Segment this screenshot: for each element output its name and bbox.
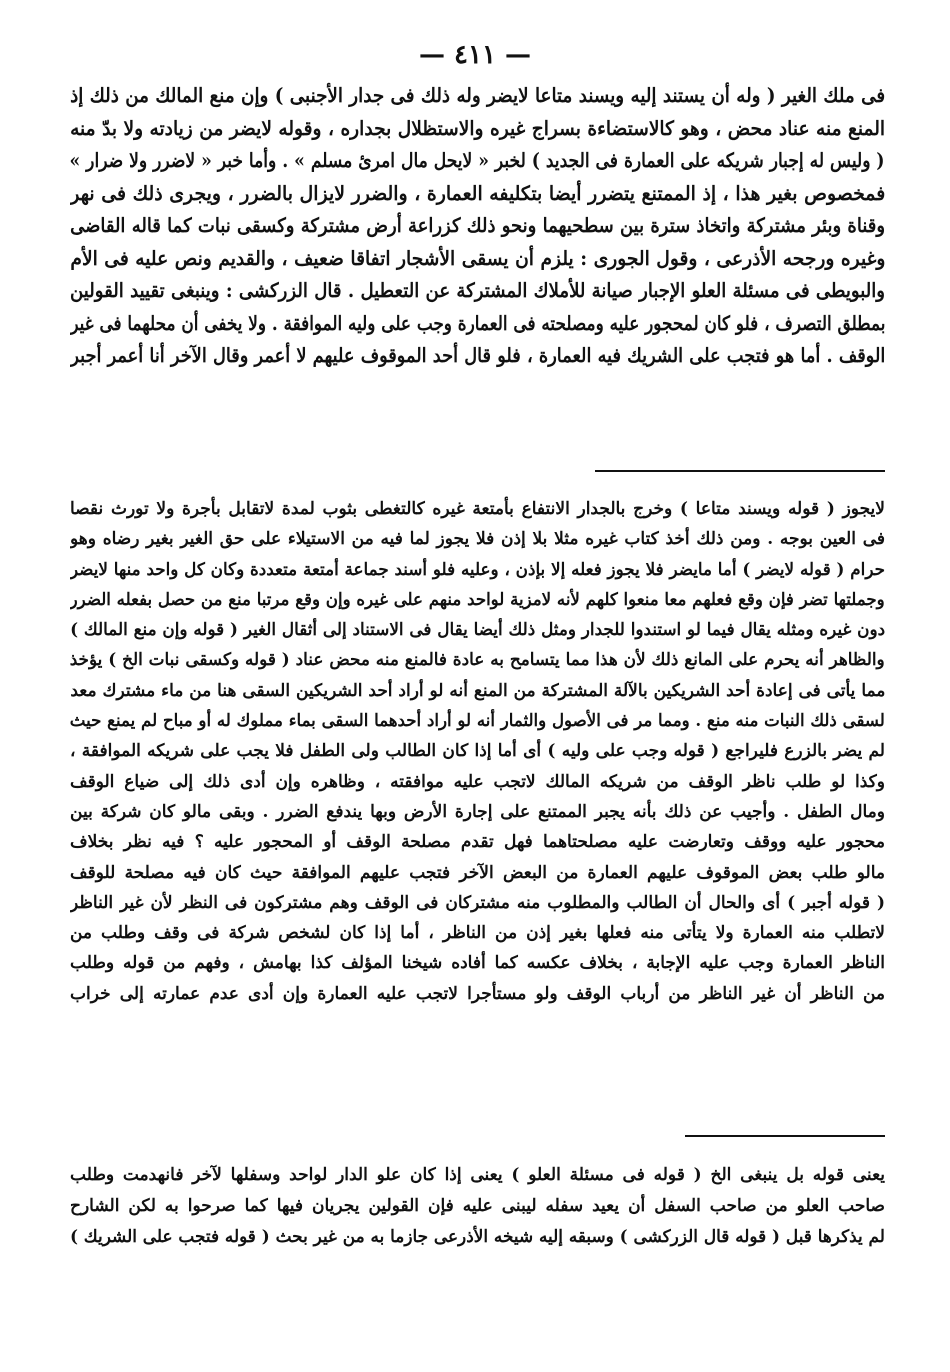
footnote-line: مالو طلب بعض الموقوف عليهم العمارة من البعض الآخر فتجب عليهم الموافقة حيث كان فيه مصلحة للوقف	[70, 862, 885, 883]
footnote-line: وكذا لو طلب ناظر الوقف من شريكه المالك لاتجب عليه موافقته ، وظاهره وإن أدى ذلك إلى ضياع الوقف	[70, 771, 885, 792]
footnote-line: الناظر العمارة وجب عليه الإجابة ، بخلاف عكسه كما أفاده شيخنا المؤلف كذا بهامش ، وفهم من قوله وطلب	[70, 953, 885, 974]
footnote-divider	[685, 1135, 885, 1137]
footnote-line: والظاهر أنه يحرم على المانع ذلك لأن هذا مما يتسامح به عادة فالمنع منه محض عناد ( قوله وكسقى نبات الخ ) يؤخذ	[70, 650, 885, 671]
main-text-line: والبويطى فى مسئلة العلو الإجبار صيانة للأملاك المشتركة عن التعطيل . قال الزركشى : وينبغى تقييد القولين	[70, 279, 885, 302]
page-number: — ٤١١ —	[418, 40, 532, 70]
main-text-line: الوقف . أما هو فتجب على الشريك فيه العمارة ، فلو قال أحد الموقوف عليهم لا أعمر وقال الآخر أنا أعمر أجبر	[70, 344, 885, 367]
main-text	[70, 80, 885, 373]
footnote-line: مما يأتى فى إعادة أحد الشريكين بالآلة المشتركة من المنع أنه لو أراد أحد الشريكين السقى هنا من ماء مشترك معد	[70, 680, 885, 701]
footnote-line: من الناظر أن غير الناظر من أرباب الوقف ولو مستأجرا لاتجب عليه العمارة وإن أدى عدم عمارته إلى خراب	[70, 983, 885, 1004]
footnote-line: ( قوله أجبر ) أى والحال أن الطالب والمطلوب منه مشتركان فى الوقف وهم مشتركون فى النظر لأن غير الناظر	[70, 892, 885, 913]
footnote-line: لاتطلب منه العمارة ولا يتأتى منه فعلها بغير إذن من الناظر ، أما إذا كان لشخص شركة فى وقف وطلب من	[70, 923, 885, 944]
footnote-line: لسقى ذلك النبات منه منع . ومما مر فى الأصول والثمار أنه لو أراد أحدهما السقى بماء مملوك له أو مباح لم يمنع حيث	[70, 711, 885, 732]
main-text-line: وغيره ورجحه الأذرعى ، وقول الجورى : يلزم أن يسقى الأشجار اتفاقا ضعيف ، والقديم ونص عليه فى الأم	[70, 246, 885, 270]
footnote-line: فى العين بوجه . ومن ذلك أخذ كتاب غيره مثلا بلا إذن فلا يجوز لما فيه من الاستيلاء على حق الغير بغير رضاه وهو	[70, 529, 885, 550]
main-text-line: فى ملك الغير ( وله أن يستند إليه ويسند متاعا لايضر وله ذلك فى جدار الأجنبى ) وإن منع المالك من ذلك إذ	[70, 84, 885, 107]
main-text-line: وقناة وبئر مشتركة واتخاذ سترة بين سطحيهما ونحو ذلك كزراعة أرض مشتركة وكسقى نبات كما قاله القاضى	[70, 214, 885, 237]
footnote-line: ومال الطفل . وأجيب عن ذلك بأنه يجبر الممتنع على إجارة الأرض وبها يندفع الضرر . وبقى مالو كان شركة بين	[70, 801, 885, 822]
commentary-footnotes	[70, 494, 885, 1009]
secondary-footnotes	[70, 1160, 885, 1253]
footnote-line: دون غيره ومثله يقال فيما لو استندوا للجدار ومثل ذلك أيضا يقال فى الاستناد إلى أثقال الغير ( قوله وإن منع المالك )	[70, 620, 885, 641]
main-text-line: بمطلق التصرف ، فلو كان لمحجور عليه ومصلحته فى العمارة وجب على وليه الموافقة . ولا يخفى أن محلهما فى غير	[70, 311, 885, 335]
footnote-line: وجملتها تضر فإن وقع فعلهم معا منعوا كلهم لأنه لامزية لواحد منهم على غيره وإن وقع مرتبا منع من حصل بفعله الضرر	[70, 589, 885, 610]
main-text-line: فمخصوص بغير هذا ، إذ الممتنع يتضرر أيضا بتكليفه العمارة ، والضرر لايزال بالضرر ، ويجرى ذلك فى نهر	[70, 181, 885, 205]
footnote-divider	[595, 470, 885, 472]
footnote-line: لم يضر بالزرع فليراجع ( قوله وجب على وليه ) أى أما إذا كان الطالب ولى الطفل فلا يجب على شريكه الموافقة ،	[70, 741, 885, 762]
footnote-line: لم يذكرها قبل ( قوله قال الزركشى ) وسبقه إليه شيخه الأذرعى جازما به من غير بحث ( قوله فتجب على الشريك )	[70, 1227, 885, 1247]
footnote-line: يعنى قوله بل ينبغى الخ ( قوله فى مسئلة العلو ) يعنى إذا كان علو الدار لواحد وسفلها لآخر فانهدمت وطلب	[70, 1165, 885, 1185]
main-text-line: ( وليس له إجبار شريكه على العمارة فى الجديد ) لخبر « لايحل مال امرئ مسلم » . وأما خبر « لاضرر ولا ضرار »	[70, 149, 885, 172]
footnote-line: لايجوز ( قوله ويسند متاعا ) وخرج بالجدار الانتفاع بأمتعة غيره كالتغطى بثوب لمدة لاتقابل بأجرة ولا تورث نقصا	[70, 499, 885, 519]
footnote-line: حرام ( قوله لايضر ) أما مايضر فلا يجوز فعله إلا بإذن ، وعليه فلو أسند جماعة أمتعة متعددة وكان كل واحد منها لايضر	[70, 559, 885, 580]
footnote-line: محجور عليه ووقف وتعارضت عليه مصلحتاهما فهل تقدم مصلحة الوقف أو المحجور عليه ؟ فيه نظر بخلاف	[70, 832, 885, 853]
main-text-line: المنع منه عناد محض ، وهو كالاستضاءة بسراج غيره والاستظلال بجداره ، وقوله لايضر من زيادته ولا بدّ منه	[70, 116, 885, 140]
footnote-line: صاحب العلو من صاحب السفل أن يعيد سفله ليبنى عليه فإن القولين يجريان فيها كما صرحوا به لكن الشارح	[70, 1196, 885, 1216]
